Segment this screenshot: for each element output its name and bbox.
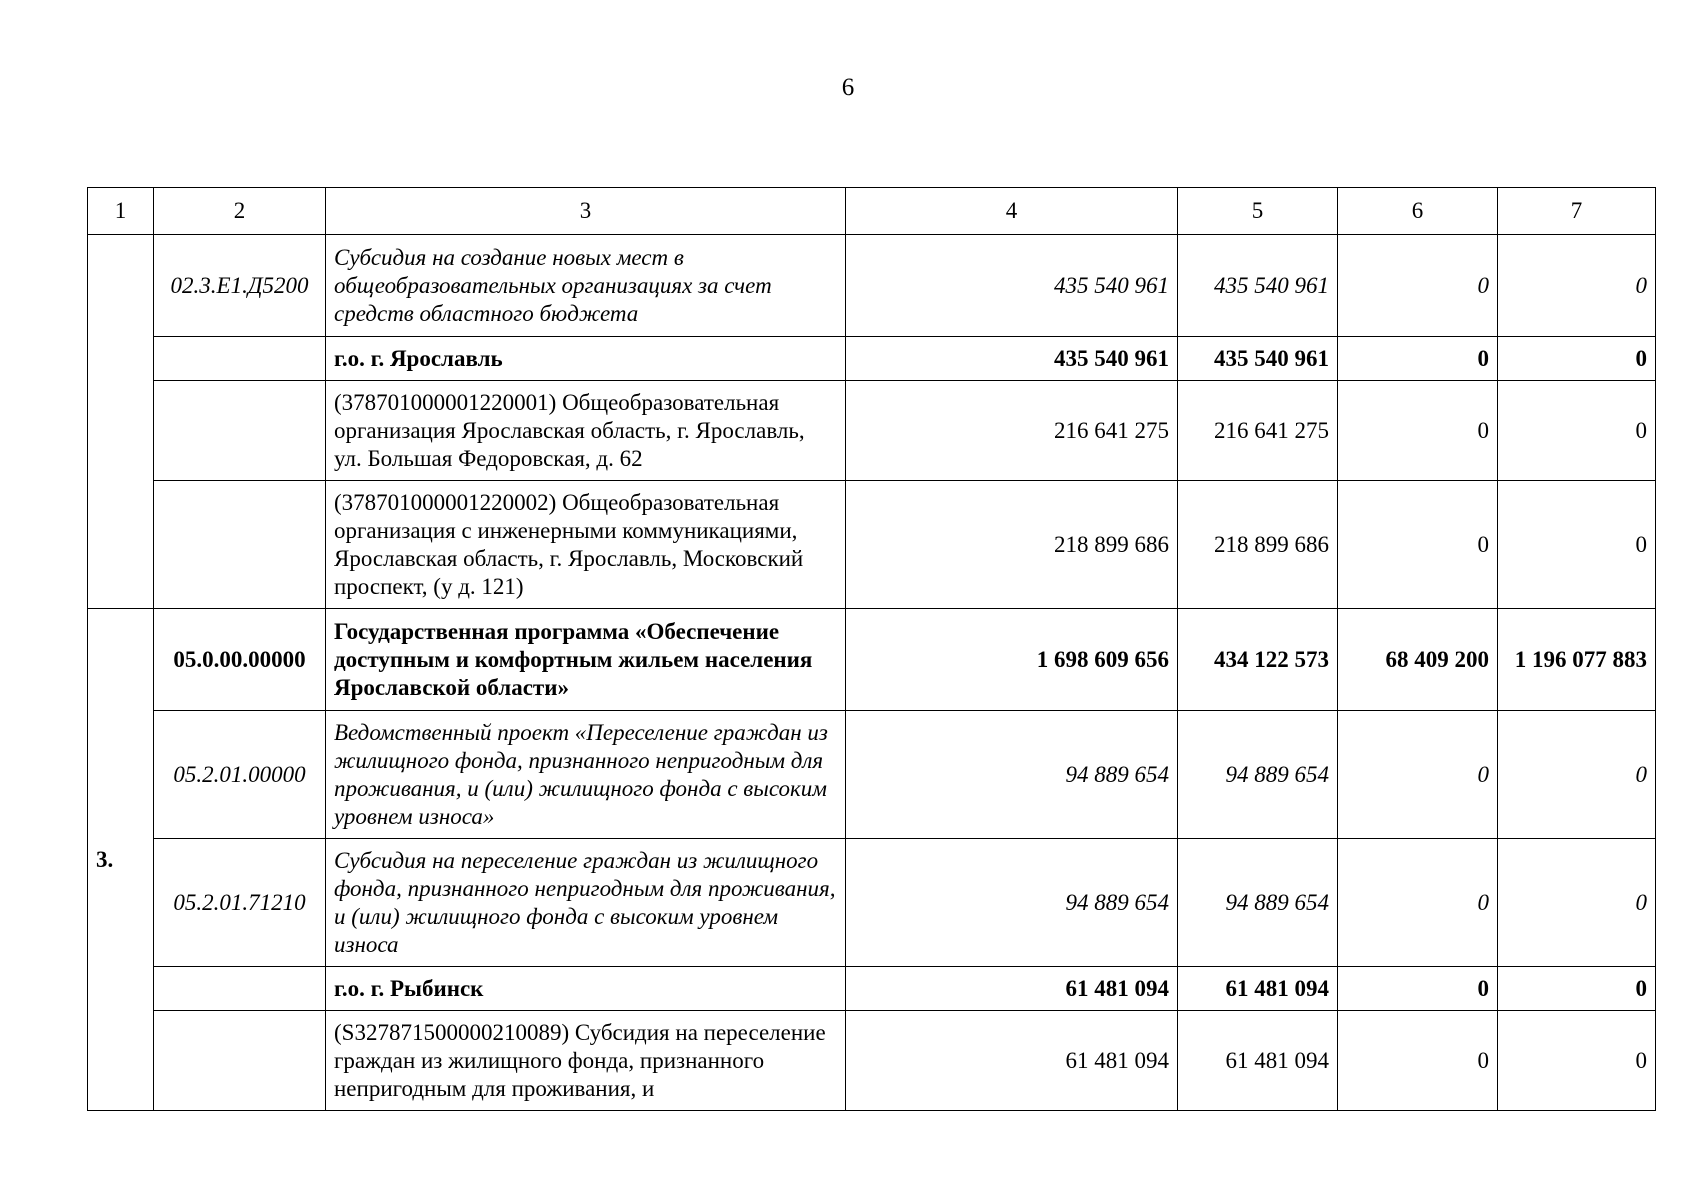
row-col-4: 216 641 275	[846, 381, 1178, 481]
row-col-4: 1 698 609 656	[846, 609, 1178, 711]
table-row	[88, 381, 1656, 481]
row-col-5: 216 641 275	[1178, 381, 1338, 481]
header-col-4: 4	[846, 188, 1178, 235]
table-row	[88, 481, 1656, 609]
row-col-5: 94 889 654	[1178, 839, 1338, 967]
row-code: 02.3.E1.Д5200	[154, 235, 326, 337]
header-col-6: 6	[1338, 188, 1498, 235]
row-code: 05.0.00.00000	[154, 609, 326, 711]
row-col-7: 0	[1498, 1011, 1656, 1111]
row-col-6: 0	[1338, 1011, 1498, 1111]
row-col-4: 218 899 686	[846, 481, 1178, 609]
row-name: Субсидия на создание новых мест в общеобразовательных организациях за счет средств областного бюджета	[326, 235, 846, 337]
header-col-7: 7	[1498, 188, 1656, 235]
row-col-6: 0	[1338, 967, 1498, 1011]
row-col-7: 0	[1498, 381, 1656, 481]
row-col-4: 61 481 094	[846, 967, 1178, 1011]
row-col-5: 435 540 961	[1178, 337, 1338, 381]
table-row	[88, 967, 1656, 1011]
table-row	[88, 711, 1656, 839]
row-col-7: 0	[1498, 839, 1656, 967]
row-col-7: 1 196 077 883	[1498, 609, 1656, 711]
row-code	[154, 481, 326, 609]
table-row	[88, 1011, 1656, 1111]
row-col-6: 0	[1338, 235, 1498, 337]
row-col-5: 434 122 573	[1178, 609, 1338, 711]
row-col-6: 0	[1338, 381, 1498, 481]
table-row	[88, 337, 1656, 381]
row-col-6: 0	[1338, 481, 1498, 609]
table-row	[88, 609, 1656, 711]
row-code: 05.2.01.71210	[154, 839, 326, 967]
page-number: 6	[841, 74, 855, 101]
row-name: (S327871500000210089) Субсидия на переселение граждан из жилищного фонда, признанного непригодным для проживания, и	[326, 1011, 846, 1111]
budget-table	[87, 187, 1656, 1111]
row-col-6: 0	[1338, 839, 1498, 967]
row-name: г.о. г. Ярославль	[326, 337, 846, 381]
header-col-3: 3	[326, 188, 846, 235]
row-code	[154, 1011, 326, 1111]
row-col-7: 0	[1498, 967, 1656, 1011]
row-name: (378701000001220001) Общеобразовательная организация Ярославская область, г. Ярославль, ул. Большая Федоровская, д. 62	[326, 381, 846, 481]
row-name: Субсидия на переселение граждан из жилищного фонда, признанного непригодным для проживания, и (или) жилищного фонда с высоким уровнем износа	[326, 839, 846, 967]
row-col-5: 94 889 654	[1178, 711, 1338, 839]
row-col-5: 435 540 961	[1178, 235, 1338, 337]
row-name: Государственная программа «Обеспечение доступным и комфортным жильем населения Ярославской области»	[326, 609, 846, 711]
table-row	[88, 235, 1656, 337]
row-name: г.о. г. Рыбинск	[326, 967, 846, 1011]
row-col-4: 61 481 094	[846, 1011, 1178, 1111]
row-col-5: 218 899 686	[1178, 481, 1338, 609]
header-col-2: 2	[154, 188, 326, 235]
table-row	[88, 839, 1656, 967]
row-col-7: 0	[1498, 481, 1656, 609]
row-col-4: 435 540 961	[846, 235, 1178, 337]
row-col-4: 94 889 654	[846, 711, 1178, 839]
row-col-4: 435 540 961	[846, 337, 1178, 381]
column-number-header	[88, 188, 1656, 235]
row-col-6: 0	[1338, 337, 1498, 381]
row-index: 3.	[88, 609, 154, 1111]
header-col-5: 5	[1178, 188, 1338, 235]
row-code	[154, 967, 326, 1011]
row-col-6: 68 409 200	[1338, 609, 1498, 711]
row-name: (378701000001220002) Общеобразовательная организация с инженерными коммуникациями, Ярославская область, г. Ярославль, Московский проспект, (у д. 121)	[326, 481, 846, 609]
header-col-1: 1	[88, 188, 154, 235]
row-index	[88, 235, 154, 609]
row-col-4: 94 889 654	[846, 839, 1178, 967]
row-col-5: 61 481 094	[1178, 1011, 1338, 1111]
row-col-7: 0	[1498, 711, 1656, 839]
row-code	[154, 337, 326, 381]
row-col-7: 0	[1498, 337, 1656, 381]
row-code	[154, 381, 326, 481]
row-col-5: 61 481 094	[1178, 967, 1338, 1011]
row-col-6: 0	[1338, 711, 1498, 839]
row-name: Ведомственный проект «Переселение граждан из жилищного фонда, признанного непригодным для проживания, и (или) жилищного фонда с высоким уровнем износа»	[326, 711, 846, 839]
row-code: 05.2.01.00000	[154, 711, 326, 839]
row-col-7: 0	[1498, 235, 1656, 337]
